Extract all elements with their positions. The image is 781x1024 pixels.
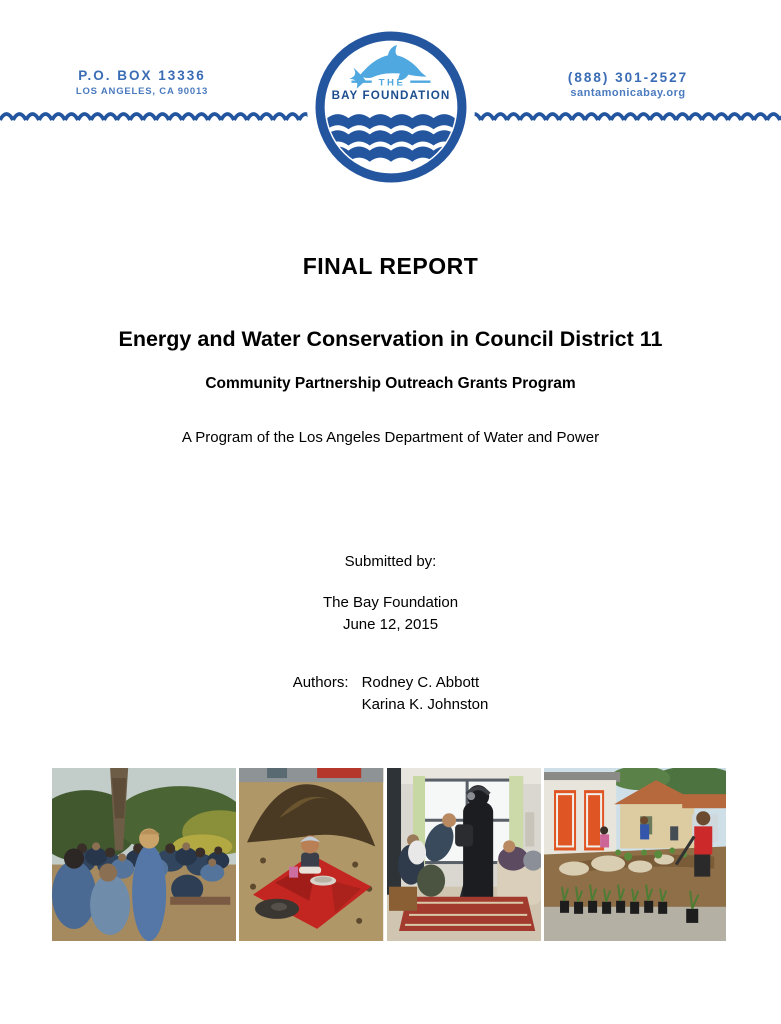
website-url: santamonicabay.org xyxy=(570,87,686,99)
author-name: Rodney C. Abbott xyxy=(361,674,480,691)
submission-date: June 12, 2015 xyxy=(342,616,439,633)
authors-label: Authors: xyxy=(292,674,349,691)
submitted-by-label: Submitted by: xyxy=(344,553,437,570)
author-name: Karina K. Johnston xyxy=(361,696,489,713)
bay-foundation-logo xyxy=(315,31,467,183)
report-subtitle: Community Partnership Outreach Grants Program xyxy=(205,375,576,392)
logo-name-text: BAY FOUNDATION xyxy=(331,88,451,102)
photo-strip xyxy=(52,768,726,941)
logo-the-text: THE xyxy=(378,77,406,89)
letterhead-address xyxy=(58,68,226,97)
photo-toddler-blanket xyxy=(239,768,383,941)
report-type-heading: FINAL REPORT xyxy=(302,253,479,279)
photo-community-meeting xyxy=(52,768,236,941)
program-line: A Program of the Los Angeles Department of Water and Power xyxy=(181,429,600,446)
submitting-organization xyxy=(0,592,781,636)
po-box-line: P.O. BOX 13336 xyxy=(78,68,206,83)
report-title: Energy and Water Conservation in Council District 11 xyxy=(118,327,663,351)
phone-number: (888) 301-2527 xyxy=(567,70,689,85)
organization-name: The Bay Foundation xyxy=(322,594,459,611)
photo-garden-planting xyxy=(544,768,726,941)
letterhead-contact xyxy=(542,70,714,99)
photo-film-crew xyxy=(387,768,541,941)
city-line: LOS ANGELES, CA 90013 xyxy=(75,86,209,97)
authors-block xyxy=(0,672,781,716)
